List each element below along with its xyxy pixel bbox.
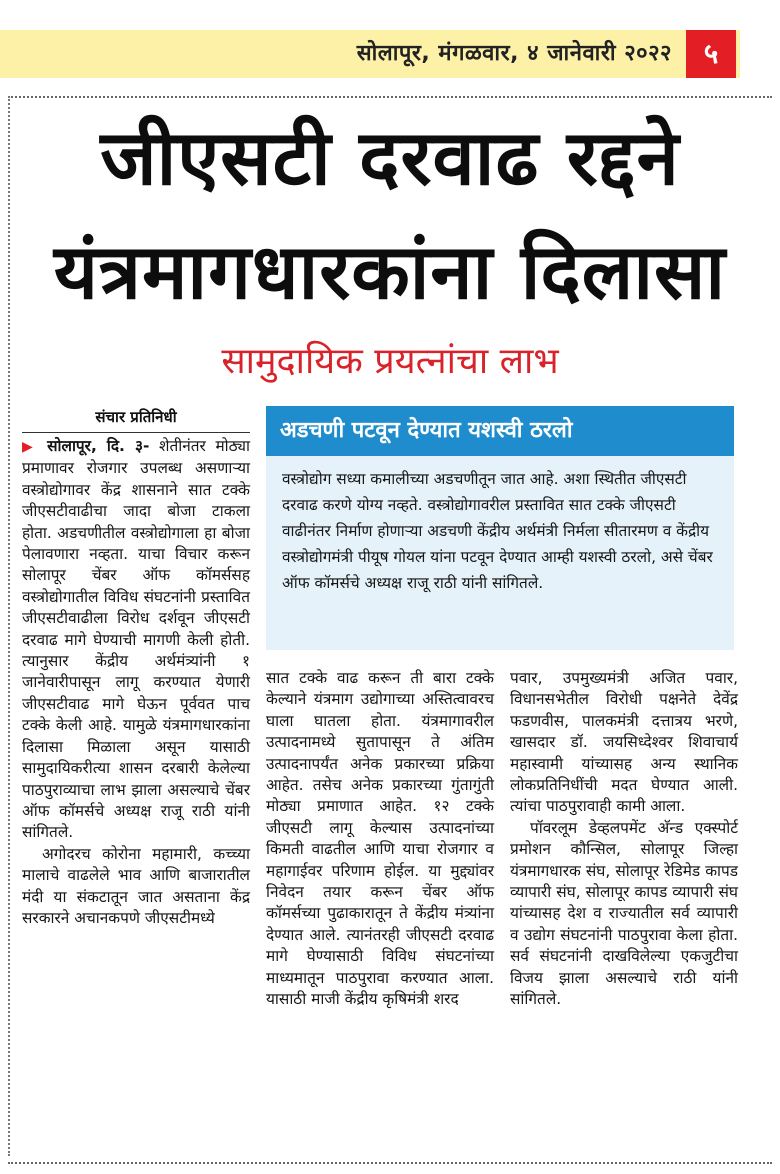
page-number: ५ [686, 30, 736, 78]
byline-rule [22, 432, 250, 433]
headline-line-1: जीएसटी दरवाढ रद्दने [100, 113, 680, 202]
highlight-box-title: अडचणी पटवून देण्यात यशस्वी ठरलो [266, 406, 734, 456]
subheadline: सामुदायिक प्रयत्नांचा लाभ [221, 341, 559, 382]
paragraph-text: शेतीनंतर मोठ्या प्रमाणावर रोजगार उपलब्ध असणाऱ्या वस्त्रोद्योगावर केंद्र शासनाने सात टक्के जीएसटीवाढीचा जादा बोजा टाकला होता. अडचणीतील वस्त्रोद्योगाला हा बोजा पेलावणारा नव्हता. याचा विचार करून सोलापूर चेंबर ऑफ कॉमर्ससह वस्त्रोद्योगातील विविध संघटनांनी प्रस्तावित जीएसटीवाढीला विरोध दर्शवून जीएसटी दरवाढ मागे घेण्याची मागणी केली होती. त्यानुसार केंद्रीय अर्थमंत्र्यांनी १ जानेवारीपासून लागू करण्यात येणारी जीएसटीवाढ मागे घेऊन पूर्ववत पाच टक्के केली आहे. यामुळे यंत्रमागधारकांना दिलासा मिळाला असून यासाठी सामुदायिकरीत्या शासन दरबारी केलेल्या पाठपुराव्याचा लाभ झाला असल्याचे चेंबर ऑफ कॉमर्सचे अध्यक्ष राजू राठी यांनी सांगितले. [22, 437, 250, 842]
red-arrow-icon: ▶ [22, 439, 38, 455]
dotted-divider-top [8, 96, 772, 98]
article-paragraph-4: पवार, उपमुख्यमंत्री अजित पवार, विधानसभेतील विरोधी पक्षनेते देवेंद्र फडणवीस, पालकमंत्री दत्तात्रय भरणे, खासदार डॉ. जयसिध्देश्वर शिवाचार्य महास्वामी यांच्यासह अन्य स्थानिक लोकप्रतिनिधींची मदत घेण्यात आली. त्यांचा पाठपुरावाही कामी आला. [510, 669, 738, 816]
article-paragraph-1 [22, 436, 250, 844]
article-paragraph-5: पॉवरलूम डेव्हलपमेंट अ‍ॅन्ड एक्स्पोर्ट प्रमोशन कौन्सिल, सोलापूर जिल्हा यंत्रमागधारक संघ, सोलापूर रेडिमेड कापड व्यापारी संघ, सोलापूर कापड व्यापारी संघ यांच्यासह देश व राज्यातील सर्व व्यापारी व उद्योग संघटनांनी पाठपुरावा केला होता. सर्व संघटनांनी दाखविलेल्या एकजुटीचा विजय झाला असल्याचे राठी यांनी सांगितले. [510, 818, 738, 1009]
dateline: सोलापूर, दि. ३- [47, 437, 150, 455]
dotted-divider-left [8, 96, 10, 1156]
header-date: सोलापूर, मंगळवार, ४ जानेवारी २०२२ [356, 41, 672, 66]
article-paragraph-3: सात टक्के वाढ करून ती बारा टक्के केल्याने यंत्रमाग उद्योगाच्या अस्तित्वावरच घाला घातला होता. यंत्रमागावरील उत्पादनामध्ये सुतापासून ते अंतिम उत्पादनापर्यंत अनेक प्रकारच्या प्रक्रिया आहेत. तसेच अनेक प्रकारच्या गुंतागुंती मोठ्या प्रमाणात आहेत. १२ टक्के जीएसटी लागू केल्यास उत्पादनांच्या किमती वाढतील आणि याचा रोजगार व महागाईवर परिणाम होईल. या मुद्द्यांवर निवेदन तयार करून चेंबर ऑफ कॉमर्सच्या पुढाकारातून ते केंद्रीय मंत्र्यांना देण्यात आले. त्यानंतरही जीएसटी दरवाढ मागे घेण्यासाठी विविध संघटनांच्या माध्यमातून पाठपुरावा करण्यात आला. यासाठी माजी केंद्रीय कृषिमंत्री शरद [266, 669, 494, 1009]
article-paragraph-2: अगोदरच कोरोना महामारी, कच्च्या मालाचे वाढलेले भाव आणि बाजारातील मंदी या संकटातून जात असताना केंद्र सरकारने अचानकपणे जीएसटीमध्ये [22, 844, 250, 927]
byline: संचार प्रतिनिधी [95, 408, 177, 426]
highlight-box-text: वस्त्रोद्योग सध्या कमालीच्या अडचणीतून जात आहे. अशा स्थितीत जीएसटी दरवाढ करणे योग्य नव्हते. वस्त्रोद्योगावरील प्रस्तावित सात टक्के जीएसटी वाढीनंतर निर्माण होणाऱ्या अडचणी केंद्रीय अर्थमंत्री निर्मला सीतारमण व केंद्रीय वस्त्रोद्योगमंत्री पीयूष गोयल यांना पटवून देण्यात आम्ही यशस्वी ठरलो, असे चेंबर ऑफ कॉमर्सचे अध्यक्ष राजू राठी यांनी सांगितले. [266, 456, 734, 650]
dotted-divider-bottom [8, 1162, 772, 1164]
article-column-2 [266, 668, 494, 1011]
headline-line-2: यंत्रमागधारकांना दिलासा [53, 227, 727, 316]
article-column-1 [22, 436, 250, 929]
article-column-3 [510, 668, 738, 1011]
